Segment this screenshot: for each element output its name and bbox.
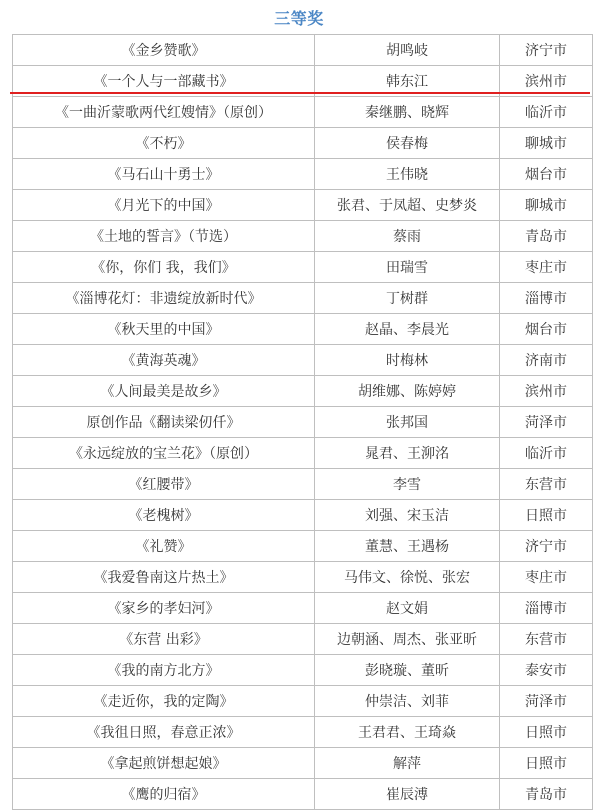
author-cell: 胡鸣岐 (315, 35, 500, 66)
city-cell: 青岛市 (500, 779, 593, 810)
table-row (13, 407, 593, 438)
table-row (13, 500, 593, 531)
table-row (13, 252, 593, 283)
table-row (13, 190, 593, 221)
author-cell: 解萍 (315, 748, 500, 779)
city-cell: 东营市 (500, 469, 593, 500)
section-heading: 三等奖 (274, 8, 324, 28)
table-row (13, 469, 593, 500)
work-title-cell: 《红腰带》 (13, 469, 315, 500)
author-cell: 蔡雨 (315, 221, 500, 252)
work-title-cell: 《一个人与一部藏书》 (13, 66, 315, 97)
table-row (13, 717, 593, 748)
city-cell: 枣庄市 (500, 252, 593, 283)
author-cell: 边朝涵、周杰、张亚昕 (315, 624, 500, 655)
table-row (13, 655, 593, 686)
author-cell: 王君君、王琦焱 (315, 717, 500, 748)
city-cell: 菏泽市 (500, 686, 593, 717)
table-row (13, 438, 593, 469)
work-title-cell: 《我徂日照，春意正浓》 (13, 717, 315, 748)
table-row (13, 35, 593, 66)
city-cell: 菏泽市 (500, 407, 593, 438)
city-cell: 淄博市 (500, 283, 593, 314)
work-title-cell: 《人间最美是故乡》 (13, 376, 315, 407)
work-title-cell: 《拿起煎饼想起娘》 (13, 748, 315, 779)
author-cell: 秦继鹏、晓辉 (315, 97, 500, 128)
table-row (13, 562, 593, 593)
work-title-cell: 《家乡的孝妇河》 (13, 593, 315, 624)
author-cell: 侯春梅 (315, 128, 500, 159)
author-cell: 李雪 (315, 469, 500, 500)
author-cell: 张邦国 (315, 407, 500, 438)
author-cell: 张君、于凤超、史梦炎 (315, 190, 500, 221)
author-cell: 韩东江 (315, 66, 500, 97)
city-cell: 济宁市 (500, 531, 593, 562)
city-cell: 泰安市 (500, 655, 593, 686)
work-title-cell: 《我的南方北方》 (13, 655, 315, 686)
city-cell: 烟台市 (500, 314, 593, 345)
city-cell: 滨州市 (500, 66, 593, 97)
work-title-cell: 《礼赞》 (13, 531, 315, 562)
author-cell: 丁树群 (315, 283, 500, 314)
table-row (13, 283, 593, 314)
author-cell: 马伟文、徐悦、张宏 (315, 562, 500, 593)
city-cell: 临沂市 (500, 97, 593, 128)
table-row (13, 159, 593, 190)
work-title-cell: 《秋天里的中国》 (13, 314, 315, 345)
city-cell: 日照市 (500, 717, 593, 748)
table-row (13, 376, 593, 407)
work-title-cell: 《鹰的归宿》 (13, 779, 315, 810)
city-cell: 聊城市 (500, 128, 593, 159)
table-row (13, 221, 593, 252)
work-title-cell: 《土地的誓言》（节选） (13, 221, 315, 252)
author-cell: 董慧、王遇杨 (315, 531, 500, 562)
author-cell: 晁君、王泖洺 (315, 438, 500, 469)
city-cell: 东营市 (500, 624, 593, 655)
city-cell: 日照市 (500, 500, 593, 531)
city-cell: 济南市 (500, 345, 593, 376)
author-cell: 赵晶、李晨光 (315, 314, 500, 345)
table-row (13, 624, 593, 655)
author-cell: 崔辰溥 (315, 779, 500, 810)
work-title-cell: 《马石山十勇士》 (13, 159, 315, 190)
work-title-cell: 《黄海英魂》 (13, 345, 315, 376)
award-table (12, 34, 593, 810)
table-row (13, 686, 593, 717)
table-row (13, 128, 593, 159)
author-cell: 王伟晓 (315, 159, 500, 190)
city-cell: 枣庄市 (500, 562, 593, 593)
work-title-cell: 《金乡赞歌》 (13, 35, 315, 66)
work-title-cell: 《月光下的中国》 (13, 190, 315, 221)
table-row (13, 748, 593, 779)
award-table-body (13, 35, 593, 810)
city-cell: 聊城市 (500, 190, 593, 221)
work-title-cell: 《我爱鲁南这片热土》 (13, 562, 315, 593)
work-title-cell: 《淄博花灯：非遗绽放新时代》 (13, 283, 315, 314)
work-title-cell: 《你，你们 我，我们》 (13, 252, 315, 283)
author-cell: 时梅林 (315, 345, 500, 376)
city-cell: 烟台市 (500, 159, 593, 190)
city-cell: 日照市 (500, 748, 593, 779)
table-row (13, 531, 593, 562)
author-cell: 刘强、宋玉洁 (315, 500, 500, 531)
city-cell: 临沂市 (500, 438, 593, 469)
work-title-cell: 《走近你，我的定陶》 (13, 686, 315, 717)
table-row (13, 593, 593, 624)
author-cell: 胡维娜、陈婷婷 (315, 376, 500, 407)
work-title-cell: 《永远绽放的宝兰花》（原创） (13, 438, 315, 469)
table-row (13, 779, 593, 810)
work-title-cell: 原创作品《翻读梁仞仟》 (13, 407, 315, 438)
author-cell: 田瑞雪 (315, 252, 500, 283)
table-row (13, 345, 593, 376)
work-title-cell: 《老槐树》 (13, 500, 315, 531)
author-cell: 仲崇洁、刘菲 (315, 686, 500, 717)
table-row (13, 97, 593, 128)
work-title-cell: 《一曲沂蒙歌两代红嫂情》（原创） (13, 97, 315, 128)
work-title-cell: 《不朽》 (13, 128, 315, 159)
table-row (13, 314, 593, 345)
author-cell: 赵文娟 (315, 593, 500, 624)
work-title-cell: 《东营 出彩》 (13, 624, 315, 655)
city-cell: 济宁市 (500, 35, 593, 66)
author-cell: 彭晓璇、董昕 (315, 655, 500, 686)
red-marker-line (10, 92, 590, 94)
city-cell: 青岛市 (500, 221, 593, 252)
city-cell: 淄博市 (500, 593, 593, 624)
city-cell: 滨州市 (500, 376, 593, 407)
